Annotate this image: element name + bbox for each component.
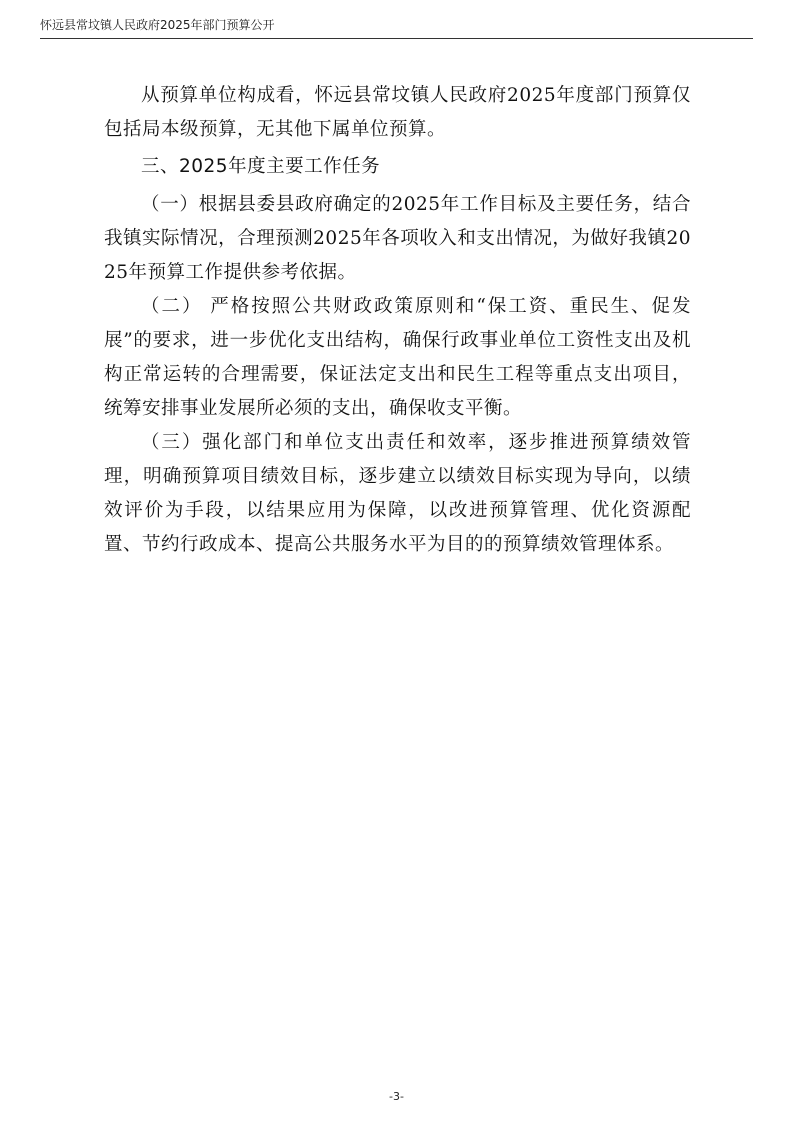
paragraph-task-3: （三）强化部门和单位支出责任和效率，逐步推进预算绩效管理，明确预算项目绩效目标，逐步建立以绩效目标实现为导向，以绩效评价为手段，以结果应用为保障，以改进预算管理、优化资源配置、节约行政成本、提高公共服务水平为目的的预算绩效管理体系。 — [104, 432, 691, 555]
header-title: 怀远县常坟镇人民政府2025年部门预算公开 — [40, 18, 275, 32]
paragraph-budget-composition: 从预算单位构成看，怀远县常坟镇人民政府2025年度部门预算仅包括局本级预算，无其他下属单位预算。 — [104, 85, 691, 140]
page-number: -3- — [389, 1090, 404, 1103]
paragraph-task-1: （一）根据县委县政府确定的2025年工作目标及主要任务，结合我镇实际情况，合理预测2025年各项收入和支出情况，为做好我镇2025年预算工作提供参考依据。 — [104, 194, 691, 283]
header-divider — [40, 38, 753, 39]
page-header — [40, 16, 753, 39]
document-body — [104, 79, 691, 562]
paragraph-task-2: （二） 严格按照公共财政政策原则和“保工资、重民生、促发展”的要求，进一步优化支出结构，确保行政事业单位工资性支出及机构正常运转的合理需要，保证法定支出和民生工程等重点支出项目，统筹安排事业发展所必须的支出，确保收支平衡。 — [104, 296, 691, 419]
section-heading-main-tasks: 三、2025年度主要工作任务 — [141, 156, 381, 177]
